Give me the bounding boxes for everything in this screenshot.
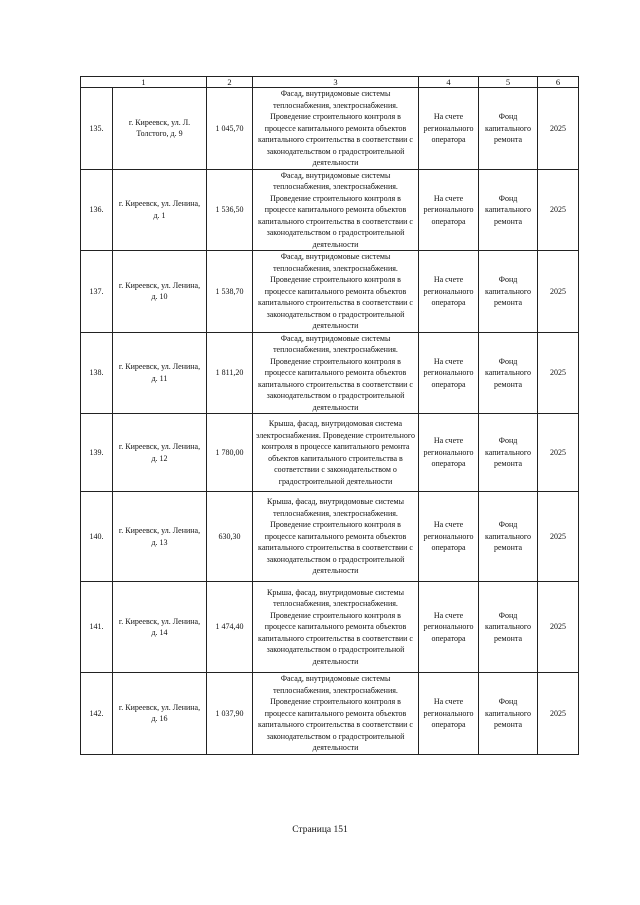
row-year: 2025 [538,582,579,673]
row-address: г. Киреевск, ул. Ленина, д. 10 [113,251,207,333]
row-work: Фасад, внутридомовые системы теплоснабжения, электроснабжения. Проведение строительного контроля в процессе капитального ремонта объектов капитального строительства в соответствии с законодательством о градостроительной деятельности [253,251,419,333]
table-row [81,88,579,170]
row-address: г. Киреевск, ул. Ленина, д. 1 [113,169,207,251]
row-work: Фасад, внутридомовые системы теплоснабжения, электроснабжения. Проведение строительного контроля в процессе капитального ремонта объектов капитального строительства в соответствии с законодательством о градостроительной деятельности [253,88,419,170]
row-number: 141. [81,582,113,673]
row-account: На счете регионального оператора [419,332,479,414]
header-col-2: 2 [207,77,253,88]
row-year: 2025 [538,673,579,755]
row-address: г. Киреевск, ул. Ленина, д. 11 [113,332,207,414]
row-address: г. Киреевск, ул. Ленина, д. 13 [113,492,207,582]
row-year: 2025 [538,169,579,251]
row-account: На счете регионального оператора [419,251,479,333]
table-row [81,673,579,755]
row-work: Крыша, фасад, внутридомовые системы теплоснабжения, электроснабжения. Проведение строительного контроля в процессе капитального ремонта объектов капитального строительства в соответствии с законодательством о градостроительной деятельности [253,492,419,582]
page-number: Страница 151 [292,825,348,835]
row-work: Крыша, фасад, внутридомовые системы теплоснабжения, электроснабжения. Проведение строительного контроля в процессе капитального ремонта объектов капитального строительства в соответствии с законодательством о градостроительной деятельности [253,582,419,673]
row-number: 139. [81,414,113,492]
row-number: 140. [81,492,113,582]
row-work: Фасад, внутридомовые системы теплоснабжения, электроснабжения. Проведение строительного контроля в процессе капитального ремонта объектов капитального строительства в соответствии с законодательством о градостроительной деятельности [253,332,419,414]
row-work: Крыша, фасад, внутридомовая система электроснабжения. Проведение строительного контроля в процессе капитального ремонта объектов капитального строительства в соответствии с законодательством о градостроительной деятельности [253,414,419,492]
row-area: 1 811,20 [207,332,253,414]
table-body [81,88,579,755]
row-source: Фонд капитального ремонта [479,88,538,170]
row-address: г. Киреевск, ул. Л. Толстого, д. 9 [113,88,207,170]
row-address: г. Киреевск, ул. Ленина, д. 16 [113,673,207,755]
row-year: 2025 [538,251,579,333]
row-account: На счете регионального оператора [419,88,479,170]
header-col-6: 6 [538,77,579,88]
row-number: 138. [81,332,113,414]
row-area: 1 474,40 [207,582,253,673]
table-row [81,332,579,414]
row-area: 1 538,70 [207,251,253,333]
row-area: 1 536,50 [207,169,253,251]
row-number: 136. [81,169,113,251]
row-area: 1 045,70 [207,88,253,170]
row-area: 630,30 [207,492,253,582]
header-col-5: 5 [479,77,538,88]
row-work: Фасад, внутридомовые системы теплоснабжения, электроснабжения. Проведение строительного контроля в процессе капитального ремонта объектов капитального строительства в соответствии с законодательством о градостроительной деятельности [253,169,419,251]
table-row [81,492,579,582]
row-year: 2025 [538,332,579,414]
row-year: 2025 [538,414,579,492]
row-source: Фонд капитального ремонта [479,332,538,414]
table-row [81,414,579,492]
row-year: 2025 [538,492,579,582]
header-row [81,77,579,88]
row-work: Фасад, внутридомовые системы теплоснабжения, электроснабжения. Проведение строительного контроля в процессе капитального ремонта объектов капитального строительства в соответствии с законодательством о градостроительной деятельности [253,673,419,755]
row-account: На счете регионального оператора [419,492,479,582]
repair-table [80,76,579,755]
row-source: Фонд капитального ремонта [479,414,538,492]
row-account: На счете регионального оператора [419,673,479,755]
row-address: г. Киреевск, ул. Ленина, д. 14 [113,582,207,673]
row-number: 135. [81,88,113,170]
row-account: На счете регионального оператора [419,582,479,673]
row-address: г. Киреевск, ул. Ленина, д. 12 [113,414,207,492]
row-account: На счете регионального оператора [419,169,479,251]
row-source: Фонд капитального ремонта [479,582,538,673]
table-header [81,77,579,88]
row-source: Фонд капитального ремонта [479,169,538,251]
row-year: 2025 [538,88,579,170]
row-source: Фонд капитального ремонта [479,673,538,755]
row-account: На счете регионального оператора [419,414,479,492]
row-number: 142. [81,673,113,755]
header-col-4: 4 [419,77,479,88]
row-area: 1 037,90 [207,673,253,755]
header-col-1: 1 [81,77,207,88]
header-col-3: 3 [253,77,419,88]
table-row [81,169,579,251]
table-row [81,582,579,673]
table-row [81,251,579,333]
row-source: Фонд капитального ремонта [479,492,538,582]
row-source: Фонд капитального ремонта [479,251,538,333]
row-number: 137. [81,251,113,333]
row-area: 1 780,00 [207,414,253,492]
